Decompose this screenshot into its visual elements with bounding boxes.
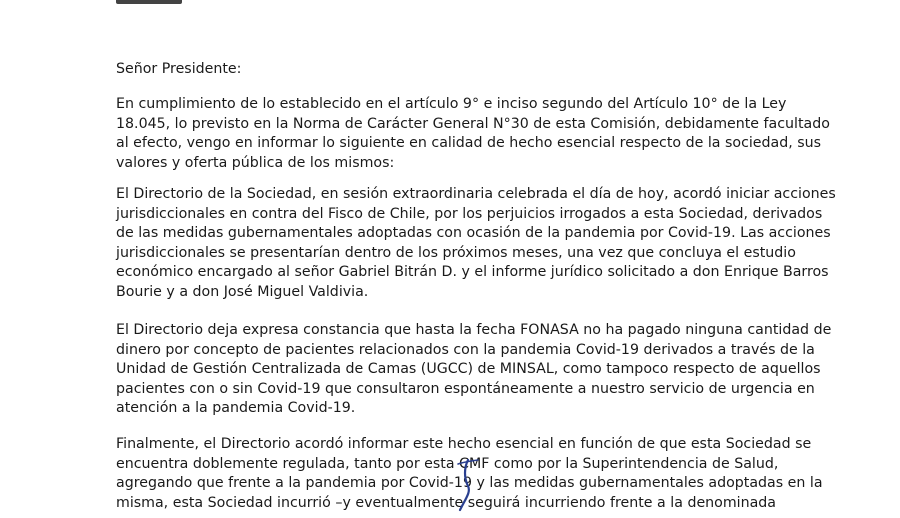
text-line: 18.045, lo previsto en la Norma de Carácter General N°30 de esta Comisión, debidamente facultado (116, 115, 830, 132)
paragraph-board-decision (116, 185, 836, 303)
paragraph-legal-basis (116, 95, 830, 173)
text-line: El Directorio de la Sociedad, en sesión extraordinaria celebrada el día de hoy, acordó iniciar acciones (116, 186, 836, 202)
header-mark (116, 0, 182, 4)
signature-stroke (430, 448, 500, 518)
text-line: jurisdiccionales se presentarían dentro de los próximos meses, una vez que concluya el estudio (116, 244, 796, 261)
text-line: valores y oferta pública de los mismos: (116, 154, 395, 171)
text-line: encuentra doblemente regulada, tanto por esta CMF como por la Superintendencia de Salud, (116, 455, 779, 472)
paragraph-fonasa (116, 321, 832, 419)
text-line: jurisdiccionales en contra del Fisco de Chile, por los perjuicios irrogados a esta Sociedad, derivados (116, 205, 823, 222)
text-line: En cumplimiento de lo establecido en el artículo 9° e inciso segundo del Artículo 10° de la Ley (116, 96, 787, 112)
salutation: Señor Presidente: (116, 61, 242, 77)
text-line: Bourie y a don José Miguel Valdivia. (116, 283, 369, 300)
text-line: pacientes con o sin Covid-19 que consultaron espontáneamente a nuestro servicio de urgencia en (116, 380, 815, 397)
text-line: agregando que frente a la pandemia por Covid-19 y las medidas gubernamentales adoptadas en la (116, 475, 823, 492)
text-line: El Directorio deja expresa constancia que hasta la fecha FONASA no ha pagado ninguna cantidad de (116, 322, 832, 338)
text-line: económico encargado al señor Gabriel Bitrán D. y el informe jurídico solicitado a don Enrique Barros (116, 264, 829, 281)
text-line: atención a la pandemia Covid-19. (116, 400, 356, 417)
text-line: Finalmente, el Directorio acordó informar este hecho esencial en función de que esta Sociedad se (116, 436, 812, 452)
text-line: misma, esta Sociedad incurrió –y eventualmente seguirá incurriendo frente a la denominada (116, 494, 776, 511)
text-line: de las medidas gubernamentales adoptadas con ocasión de la pandemia por Covid-19. Las acciones (116, 225, 831, 242)
text-line: al efecto, vengo en informar lo siguiente en calidad de hecho esencial respecto de la sociedad, sus (116, 135, 822, 152)
text-line: dinero por concepto de pacientes relacionados con la pandemia Covid-19 derivados a través de la (116, 341, 815, 358)
text-line: Unidad de Gestión Centralizada de Camas (UGCC) de MINSAL, como tampoco respecto de aquellos (116, 361, 821, 378)
